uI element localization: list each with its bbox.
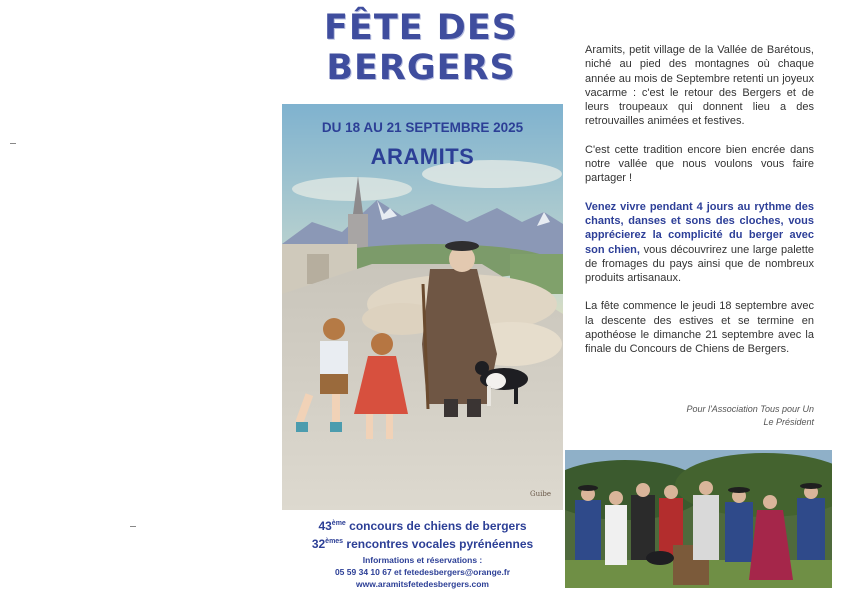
signature-president: Le Président — [763, 417, 814, 427]
paragraph-3 — [585, 200, 814, 286]
paragraph-4: La fête commence le jeudi 18 septembre avec la descente des estives et se termine en apothéose le dimanche 21 septembre avec la finale du Concours de Chiens de Bergers. — [585, 300, 814, 356]
contest-text: concours de chiens de bergers — [345, 519, 527, 533]
info-label: Informations et réservations : — [362, 555, 483, 565]
contest-number: 43 — [318, 519, 332, 533]
painter-signature: Guibe — [530, 490, 551, 498]
title-line-2: BERGERS — [326, 48, 516, 88]
paragraph-2: C'est cette tradition encore bien encrée dans notre vallée que nous voulons vous faire partager ! — [585, 143, 814, 185]
website-line: www.aramitsfetedesbergers.com — [356, 579, 489, 589]
contest-line — [282, 516, 563, 534]
description-text — [585, 43, 814, 371]
meetings-text: rencontres vocales pyrénéennes — [343, 537, 534, 551]
paragraph-3-rest: vous découvrirez une large palette de fromages du pays ainsi que de nombreux produits artisanaux. — [585, 243, 814, 285]
signature-association: Pour l'Association Tous pour Un — [686, 404, 814, 414]
poster-painting — [282, 104, 563, 510]
poster-footer — [282, 516, 563, 590]
paragraph-1: Aramits, petit village de la Vallée de Barétous, niché au pied des montagnes où chaque année au mois de Septembre retenti un joyeux vacarme : c'est le retour des Bergers et de leurs troupeaux qui donnent lieu a des retrouvailles animées et festives. — [585, 44, 814, 128]
paragraph-3-emphasis: Venez vivre pendant 4 jours au rythme des chants, danses et sons des cloches, vous apprécierez la complicité du berger avec son chien, — [585, 200, 814, 256]
contest-superscript: ème — [331, 520, 346, 527]
poster-town: ARAMITS — [370, 144, 475, 169]
margin-mark — [10, 143, 16, 144]
margin-mark — [130, 526, 136, 527]
signature-block — [600, 403, 814, 429]
group-photo — [565, 450, 832, 588]
contact-line: 05 59 34 10 67 et fetedesbergers@orange.fr — [334, 567, 511, 577]
meetings-number: 32 — [311, 537, 326, 551]
page-title — [280, 8, 562, 88]
meetings-superscript: èmes — [325, 538, 344, 545]
meetings-line — [282, 534, 563, 552]
group-photo-illustration — [565, 450, 832, 588]
title-line-1: FÊTE DES — [324, 8, 518, 48]
poster-dates: DU 18 AU 21 SEPTEMBRE 2025 — [321, 120, 524, 135]
